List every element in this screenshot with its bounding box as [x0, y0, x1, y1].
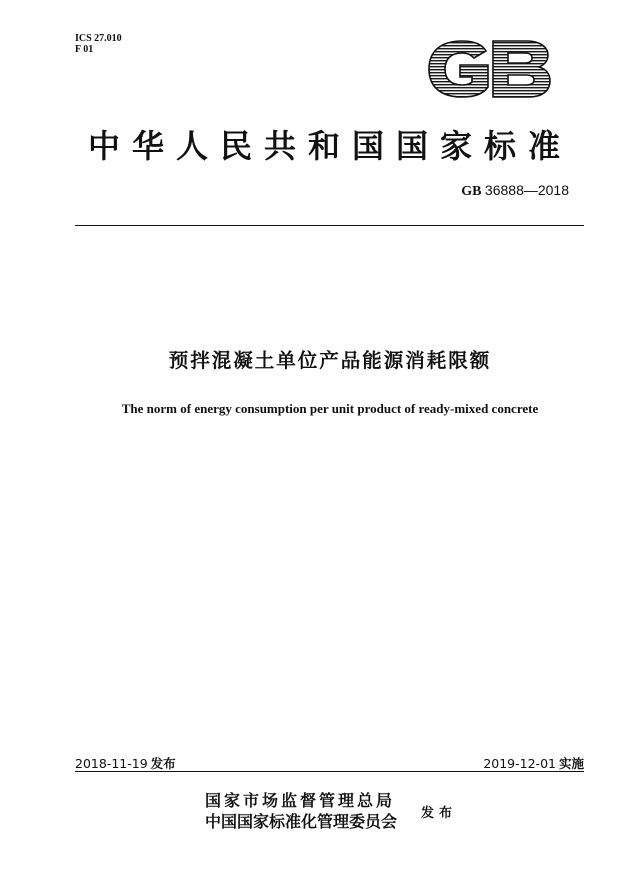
- standard-number: [461, 182, 569, 200]
- gb-logo-letters-text: [427, 39, 429, 40]
- standard-number-value: 36888—2018: [484, 182, 569, 198]
- classification-codes: [75, 33, 122, 55]
- implement-date-value: 2019-12-01: [483, 756, 556, 771]
- ccs-code: F 01: [75, 44, 94, 55]
- standard-number-prefix: GB: [461, 184, 482, 199]
- issue-label: 发布: [421, 806, 458, 821]
- gb-logo-letter-b: [493, 41, 550, 97]
- publish-date-value: 2018-11-19: [75, 756, 148, 771]
- ics-code: ICS 27.010: [75, 33, 122, 44]
- gb-logo-letter-g: [429, 41, 488, 97]
- gb-logo: [427, 39, 552, 99]
- svg-text:GB: GB: [427, 39, 429, 40]
- issuer-sac: 中国国家标准化管理委员会: [205, 812, 398, 831]
- header-divider: [75, 225, 584, 226]
- footer-divider: [75, 771, 584, 772]
- publish-date-label: 发布: [150, 756, 176, 771]
- implement-date-label: 实施: [558, 756, 584, 771]
- issuing-bodies: [205, 790, 397, 832]
- publish-date: [75, 754, 176, 772]
- issuer-samr: 国家市场监督管理总局: [205, 791, 396, 810]
- document-title-english: The norm of energy consumption per unit product of ready-mixed concrete: [121, 401, 539, 416]
- document-title-chinese: 预拌混凝土单位产品能源消耗限额: [168, 349, 492, 372]
- implement-date: [483, 754, 584, 772]
- standard-type-title: 中华人民共和国国家标准: [87, 127, 572, 165]
